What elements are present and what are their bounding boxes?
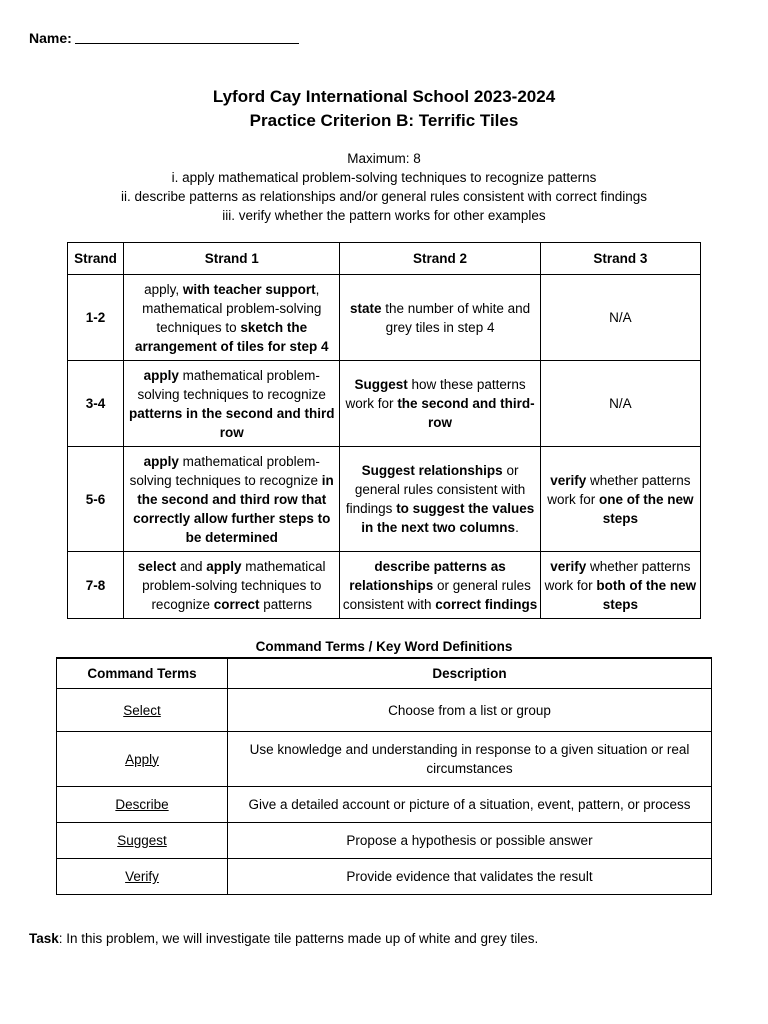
command-row	[57, 732, 712, 787]
criterion-item: ii. describe patterns as relationships and/or general rules consistent with correct findings	[120, 189, 648, 204]
command-description: Use knowledge and understanding in response to a given situation or real circumstances	[228, 732, 712, 787]
task-label: Task	[29, 931, 59, 946]
rubric-table	[67, 242, 701, 619]
command-terms-table	[56, 657, 712, 895]
criterion-item: iii. verify whether the pattern works for other examples	[222, 208, 546, 223]
command-term: Verify	[57, 859, 228, 895]
level-cell: 5-6	[68, 447, 124, 552]
command-term: Apply	[57, 732, 228, 787]
strand-3-cell: verify whether patterns work for both of the new steps	[540, 552, 700, 619]
header-strand-2: Strand 2	[340, 243, 540, 275]
strand-1-cell: apply, with teacher support, mathematical problem-solving techniques to sketch the arrangement of tiles for step 4	[124, 275, 340, 361]
command-description: Provide evidence that validates the result	[228, 859, 712, 895]
command-row	[57, 859, 712, 895]
command-row	[57, 689, 712, 732]
command-term: Select	[57, 689, 228, 732]
maximum-score: Maximum: 8	[347, 151, 421, 166]
strand-1-cell: apply mathematical problem-solving techniques to recognize in the second and third row that correctly allow further steps to be determined	[124, 447, 340, 552]
header-description: Description	[228, 658, 712, 689]
rubric-row	[68, 275, 701, 361]
criterion-item: i. apply mathematical problem-solving techniques to recognize patterns	[171, 170, 597, 185]
strand-1-cell: apply mathematical problem-solving techniques to recognize patterns in the second and third row	[124, 361, 340, 447]
rubric-row	[68, 361, 701, 447]
strand-2-cell: state the number of white and grey tiles in step 4	[340, 275, 540, 361]
header-strand-1: Strand 1	[124, 243, 340, 275]
level-cell: 1-2	[68, 275, 124, 361]
command-row	[57, 823, 712, 859]
strand-2-cell: describe patterns as relationships or general rules consistent with correct findings	[340, 552, 540, 619]
header-command-terms: Command Terms	[57, 658, 228, 689]
name-label: Name:	[29, 30, 72, 46]
level-cell: 3-4	[68, 361, 124, 447]
command-term: Suggest	[57, 823, 228, 859]
task-statement	[29, 931, 538, 946]
strand-2-cell: Suggest relationships or general rules consistent with findings to suggest the values in the next two columns.	[340, 447, 540, 552]
command-description: Choose from a list or group	[228, 689, 712, 732]
header-strand: Strand	[68, 243, 124, 275]
assignment-title: Practice Criterion B: Terrific Tiles	[249, 111, 519, 130]
command-term: Describe	[57, 787, 228, 823]
school-title: Lyford Cay International School 2023-2024	[212, 87, 556, 106]
header-strand-3: Strand 3	[540, 243, 700, 275]
strand-3-cell: N/A	[540, 361, 700, 447]
strand-1-cell: select and apply mathematical problem-solving techniques to recognize correct patterns	[124, 552, 340, 619]
command-row	[57, 787, 712, 823]
strand-3-cell: verify whether patterns work for one of the new steps	[540, 447, 700, 552]
criteria-block	[0, 149, 768, 225]
command-header-row	[57, 658, 712, 689]
strand-3-cell: N/A	[540, 275, 700, 361]
rubric-row	[68, 552, 701, 619]
command-description: Propose a hypothesis or possible answer	[228, 823, 712, 859]
level-cell: 7-8	[68, 552, 124, 619]
name-blank-line[interactable]	[75, 43, 299, 44]
command-terms-caption: Command Terms / Key Word Definitions	[255, 639, 513, 654]
strand-2-cell: Suggest how these patterns work for the second and third-row	[340, 361, 540, 447]
rubric-row	[68, 447, 701, 552]
command-description: Give a detailed account or picture of a situation, event, pattern, or process	[228, 787, 712, 823]
rubric-header-row	[68, 243, 701, 275]
task-text: : In this problem, we will investigate tile patterns made up of white and grey tiles.	[58, 931, 539, 946]
